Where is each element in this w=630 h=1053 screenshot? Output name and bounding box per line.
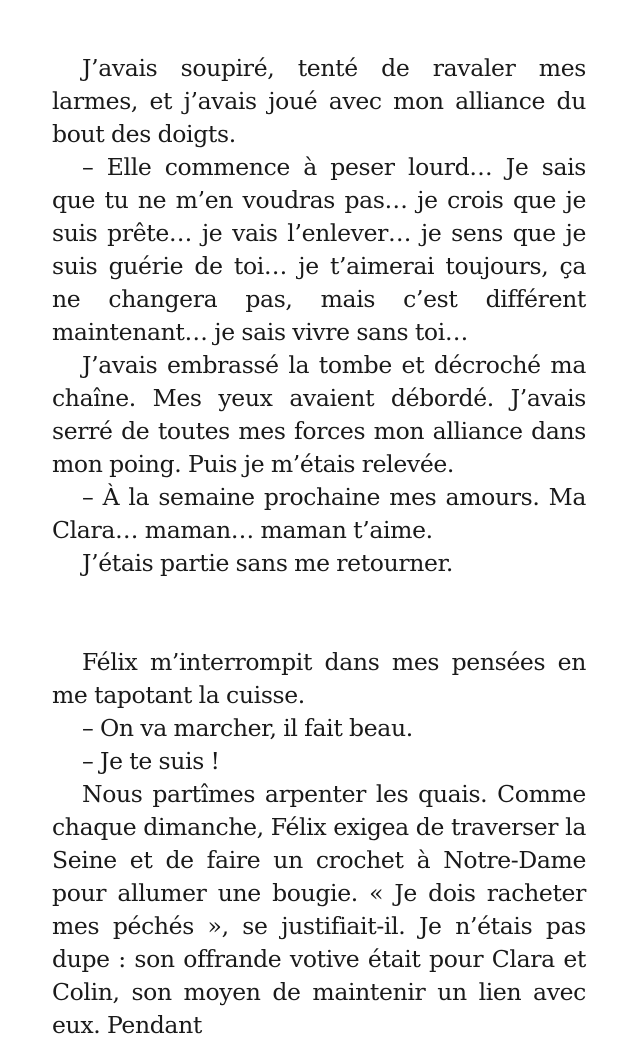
scene-break	[52, 580, 586, 646]
dialogue-line: – Je te suis !	[82, 747, 220, 775]
dialogue-line: – Elle commence à peser lourd… Je sais que tu ne m’en voudras pas… je crois que je suis prête… je vais l’enlever… je sens que je suis guérie de toi… je t’aimerai toujours, ça ne changera pas, mais c’est différent maintenant… je sais vivre sans toi…	[52, 153, 586, 346]
dialogue-line: – À la semaine prochaine mes amours. Ma Clara… maman… maman t’aime.	[52, 483, 586, 544]
dialogue-line: – On va marcher, il fait beau.	[82, 714, 413, 742]
book-page	[52, 52, 586, 1042]
paragraph: Nous partîmes arpenter les quais. Comme chaque dimanche, Félix exigea de traverser la Seine et de faire un crochet à Notre-Dame pour allumer une bougie. « Je dois racheter mes péchés », se justifiait-il. Je n’étais pas dupe : son offrande votive était pour Clara et Colin, son moyen de maintenir un lien avec eux. Pendant	[52, 780, 586, 1039]
paragraph: J’étais partie sans me retourner.	[82, 549, 454, 577]
paragraph: Félix m’interrompit dans mes pensées en me tapotant la cuisse.	[52, 648, 586, 709]
text-section-1	[52, 52, 586, 580]
paragraph: J’avais embrassé la tombe et décroché ma chaîne. Mes yeux avaient débordé. J’avais serré de toutes mes forces mon alliance dans mon poing. Puis je m’étais relevée.	[52, 351, 586, 478]
paragraph: J’avais soupiré, tenté de ravaler mes larmes, et j’avais joué avec mon alliance du bout des doigts.	[52, 54, 586, 148]
text-section-2	[52, 646, 586, 1042]
